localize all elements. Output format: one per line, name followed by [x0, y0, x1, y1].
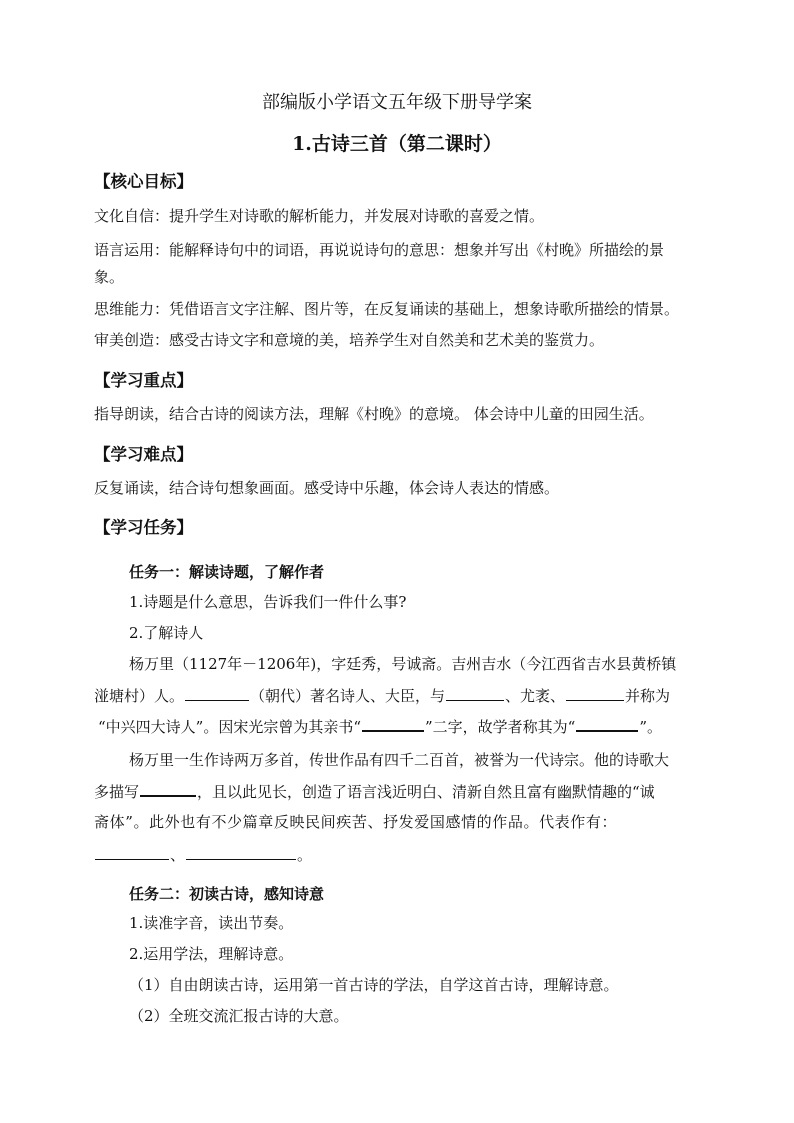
- representative-work-blank-1[interactable]: [95, 845, 169, 860]
- poet-bio-line-3: [98, 716, 662, 737]
- calligraphy-blank[interactable]: [362, 716, 424, 732]
- representative-work-blank-2[interactable]: [186, 845, 296, 860]
- task1-title: 任务一：解读诗题，了解作者: [129, 563, 325, 581]
- task2-step-2: （2）全班交流汇报古诗的大意。: [129, 1007, 349, 1025]
- poet-bio-text: 湴塘村）人。: [94, 687, 185, 705]
- task2-title: 任务二：初读古诗，感知诗意: [129, 885, 325, 903]
- section-heading-key-points: 【学习重点】: [94, 371, 193, 390]
- poet-bio-text: ”。: [639, 718, 663, 736]
- task1-question-1: 1.诗题是什么意思，告诉我们一件什么事?: [129, 593, 407, 611]
- goal-language-use: 语言运用：能解释诗句中的词语，再说说诗句的意思：想象并写出《村晚》所描绘的景: [94, 241, 665, 259]
- dynasty-blank[interactable]: [185, 686, 249, 701]
- key-point-text: 指导朗读，结合古诗的阅读方法，理解《村晚》的意境。 体会诗中儿童的田园生活。: [94, 405, 654, 423]
- goal-cultural-confidence: 文化自信：提升学生对诗歌的解析能力，并发展对诗歌的喜爱之情。: [94, 207, 545, 225]
- goal-thinking-ability: 思维能力：凭借语言文字注解、图片等，在反复诵读的基础上，想象诗歌所描绘的情景。: [94, 300, 680, 318]
- poet-bio-text: 、尤袤、: [505, 687, 566, 705]
- goal-aesthetic-creation: 审美创造：感受古诗文字和意境的美，培养学生对自然美和艺术美的鉴赏力。: [94, 331, 605, 349]
- poet-works-line-3: 斋体”。此外也有不少篇章反映民间疾苦、抒发爱国感情的作品。代表作有：: [94, 813, 618, 831]
- section-heading-goals: 【核心目标】: [94, 172, 193, 191]
- poet-bio-text: “中兴四大诗人”。因宋光宗曾为其亲书“: [98, 718, 362, 736]
- subject-blank[interactable]: [140, 781, 196, 797]
- task2-question-1: 1.读准字音，读出节奏。: [129, 914, 294, 932]
- poet-works-text: ，且以此见长，创造了语言浅近明白、清新自然且富有幽默情趣的“诚: [197, 783, 655, 801]
- poet-works-text: 多描写: [94, 783, 140, 801]
- scholar-title-blank[interactable]: [576, 716, 638, 732]
- difficulty-text: 反复诵读，结合诗句想象画面。感受诗中乐趣，体会诗人表达的情感。: [94, 479, 560, 497]
- poet-works-line-4: [94, 845, 312, 865]
- poet-name-blank-1[interactable]: [446, 686, 504, 701]
- poet-works-text: 、: [170, 846, 186, 864]
- task1-question-2: 2.了解诗人: [129, 624, 204, 642]
- poet-works-line-2: [94, 781, 655, 802]
- poet-bio-text: 并称为: [625, 687, 671, 705]
- goal-language-use-cont: 象。: [94, 268, 125, 286]
- poet-bio-text: （朝代）著名诗人、大臣，与: [250, 687, 446, 705]
- lesson-title: 1.古诗三首（第二课时）: [292, 133, 502, 155]
- section-heading-tasks: 【学习任务】: [94, 518, 193, 537]
- poet-works-line-1: 杨万里一生作诗两万多首，传世作品有四千二百首，被誉为一代诗宗。他的诗歌大: [129, 751, 670, 769]
- task2-step-1: （1）自由朗读古诗，运用第一首古诗的学法，自学这首古诗，理解诗意。: [129, 976, 619, 994]
- task2-question-2: 2.运用学法，理解诗意。: [129, 945, 294, 963]
- poet-bio-line-1: 杨万里（1127年－1206年)，字廷秀，号诚斋。吉州吉水（今江西省吉水县黄桥镇: [129, 655, 677, 673]
- poet-works-text: 。: [297, 846, 313, 864]
- poet-bio-text: ”二字，故学者称其为“: [425, 718, 576, 736]
- poet-bio-line-2: [94, 686, 670, 706]
- poet-name-blank-2[interactable]: [566, 686, 624, 701]
- section-heading-difficulties: 【学习难点】: [94, 445, 193, 464]
- document-title: 部编版小学语文五年级下册导学案: [262, 92, 532, 113]
